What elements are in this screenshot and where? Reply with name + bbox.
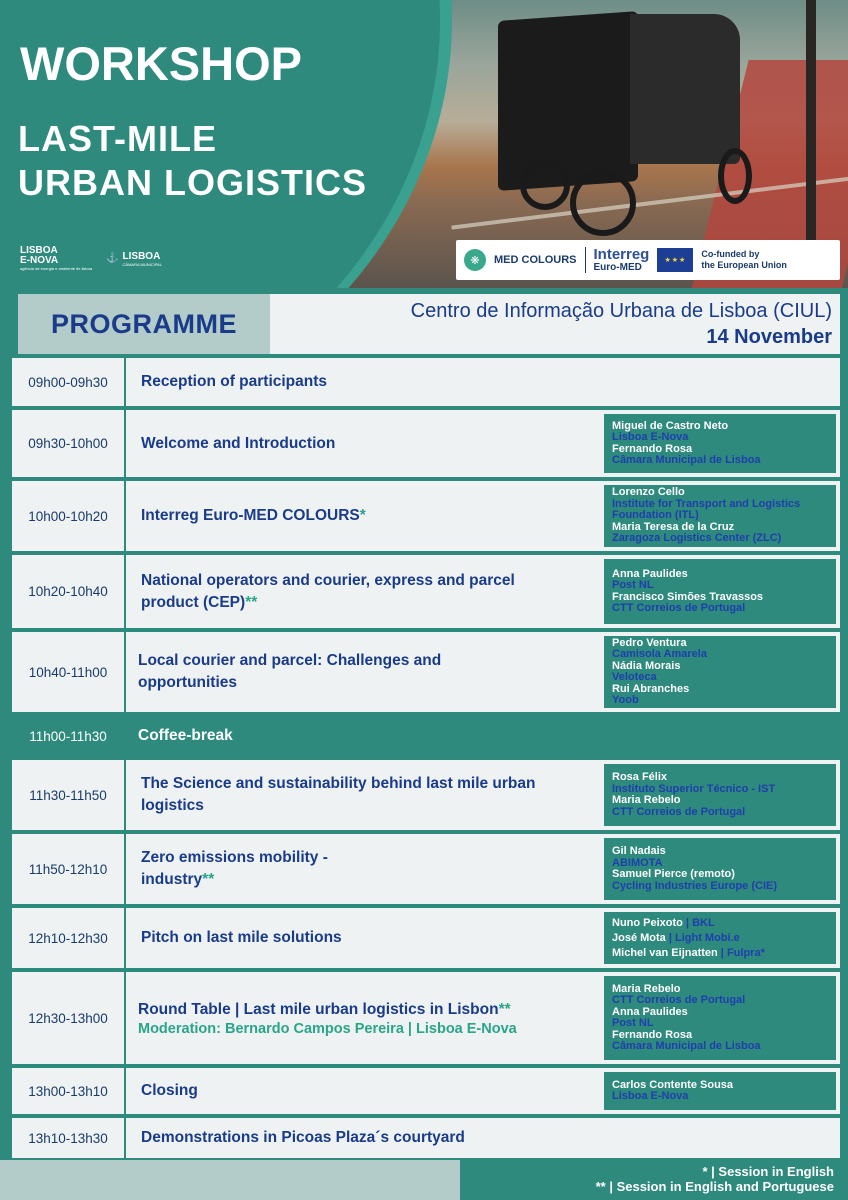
- session-row: [12, 760, 840, 830]
- speaker-list: [604, 414, 836, 473]
- session-time: 11h50-12h10: [12, 834, 124, 904]
- session-time: 12h30-13h00: [12, 972, 124, 1064]
- partner-logo-bar: [456, 240, 840, 280]
- session-title: Pitch on last mile solutions: [141, 929, 342, 946]
- session-content: [126, 481, 840, 551]
- session-title: Demonstrations in Picoas Plaza´s courtyard: [141, 1129, 465, 1146]
- session-content: [126, 716, 840, 756]
- session-content: [126, 1068, 840, 1114]
- speaker-list: [604, 636, 836, 708]
- session-content: [126, 555, 840, 628]
- lisboa-cm-logo: ⚓ LISBOA CÂMARA MUNICIPAL: [106, 250, 163, 267]
- session-row: [12, 555, 840, 628]
- session-row: [12, 1068, 840, 1114]
- session-title: Closing: [141, 1082, 198, 1099]
- speaker-name: Fernando Rosa: [612, 1028, 693, 1041]
- speaker-list: [604, 912, 836, 964]
- speaker-org: Zaragoza Logistics Center (ZLC): [612, 532, 782, 545]
- session-time: 11h00-11h30: [29, 728, 107, 744]
- speaker-org: Instituto Superior Técnico - IST: [612, 782, 776, 795]
- med-colours-icon: ❋: [464, 249, 486, 271]
- speaker-org: Institute for Transport and Logistics Foundation (ITL): [612, 497, 801, 522]
- speaker-name: Miguel de Castro Neto: [612, 419, 729, 432]
- session-time: 09h00-09h30: [12, 358, 124, 406]
- speaker-list: [604, 976, 836, 1060]
- footer-band: [0, 1160, 460, 1200]
- session-row: [12, 358, 840, 406]
- session-time: 09h30-10h00: [12, 410, 124, 477]
- session-title: National operators and courier, express and parcel product (CEP)**: [141, 571, 515, 611]
- session-time: 13h00-13h10: [12, 1068, 124, 1114]
- speaker-org: Lisboa E-Nova: [612, 431, 689, 443]
- ship-icon: ⚓: [106, 253, 119, 264]
- session-title: Interreg Euro-MED COLOURS*: [141, 507, 366, 524]
- session-title: Local courier and parcel: Challenges and opportunities: [138, 652, 442, 691]
- session-time: 12h10-12h30: [12, 908, 124, 968]
- session-time: 11h30-11h50: [12, 760, 124, 830]
- speaker-list: [604, 559, 836, 624]
- session-time: 10h00-10h20: [12, 481, 124, 551]
- speaker-org: Post NL: [612, 1017, 654, 1029]
- session-row: [12, 410, 840, 477]
- session-content: [126, 760, 840, 830]
- speaker-list: [604, 1072, 836, 1110]
- speaker-name: Fernando Rosa: [612, 442, 693, 455]
- speaker-name: Anna Paulides: [612, 567, 688, 580]
- speaker-org: Camisola Amarela: [612, 648, 707, 660]
- speaker-org: Post NL: [612, 579, 654, 591]
- speaker-name: Carlos Contente Sousa: [612, 1078, 734, 1091]
- session-title: Round Table | Last mile urban logistics in Lisbon** Moderation: Bernardo Campos Pereira | Lisboa E-Nova: [138, 1001, 517, 1037]
- speaker-org: Veloteca: [612, 671, 657, 683]
- speaker-list: [604, 764, 836, 826]
- session-row: [12, 481, 840, 551]
- speaker-name: Maria Rebelo: [612, 982, 681, 995]
- session-title: Welcome and Introduction: [141, 434, 336, 452]
- speaker-org: Lisboa E-Nova: [612, 1090, 689, 1102]
- session-content: [126, 410, 840, 477]
- speaker-name: Nádia Morais: [612, 659, 681, 672]
- session-title: Zero emissions mobility - industry**: [141, 849, 328, 888]
- speaker-org: ABIMOTA: [612, 856, 663, 869]
- speaker-name: Pedro Ventura: [612, 636, 687, 649]
- speaker-org: Câmara Municipal de Lisboa: [612, 1040, 761, 1052]
- eu-flag-icon: ★★★: [657, 248, 693, 272]
- session-time: 10h40-11h00: [12, 632, 124, 712]
- session-row: [12, 908, 840, 968]
- event-date: 14 November: [706, 326, 832, 348]
- speaker-entry: Michel van Eijnatten | Fulpra*: [612, 946, 765, 959]
- speaker-org: Cycling Industries Europe (CIE): [612, 879, 778, 892]
- header-banner: [0, 0, 848, 288]
- session-row: [12, 1118, 840, 1158]
- speaker-org: CTT Correios de Portugal: [612, 805, 746, 818]
- session-content: [126, 908, 840, 968]
- speaker-org: Câmara Municipal de Lisboa: [612, 454, 761, 466]
- speaker-name: Anna Paulides: [612, 1005, 688, 1018]
- wheel-shape: [570, 170, 636, 236]
- speaker-org: CTT Correios de Portugal: [612, 994, 746, 1006]
- session-content: [126, 632, 840, 712]
- session-content: [126, 834, 840, 904]
- speaker-org: Yoob: [612, 694, 639, 706]
- legend-english: * | Session in English: [702, 1164, 834, 1179]
- session-row: [12, 834, 840, 904]
- workshop-title: WORKSHOP: [20, 37, 302, 90]
- venue-box: [270, 294, 840, 354]
- speaker-name: Gil Nadais: [612, 845, 666, 857]
- lisboa-enova-logo: LISBOA E-NOVA agência de energia e ambiente de lisboa: [20, 245, 93, 271]
- session-content: [126, 972, 840, 1064]
- med-colours-label: MED COLOURS: [494, 254, 577, 266]
- session-content: [126, 1118, 840, 1158]
- session-content: [126, 358, 840, 406]
- moderation-note: Moderation: Bernardo Campos Pereira | Lisboa E-Nova: [138, 1021, 517, 1037]
- session-row-break: [12, 716, 840, 756]
- speaker-name: Maria Teresa de la Cruz: [612, 520, 735, 533]
- session-row: [12, 632, 840, 712]
- speaker-name: Lorenzo Cello: [612, 486, 685, 499]
- speaker-name: Rui Abranches: [612, 682, 690, 695]
- speaker-entry: Nuno Peixoto | BKL: [612, 916, 715, 929]
- session-time: 10h20-10h40: [12, 555, 124, 628]
- speaker-list: [604, 485, 836, 547]
- eu-cofunded-label: Co-funded by the European Union: [701, 249, 787, 270]
- programme-label: PROGRAMME: [51, 308, 237, 339]
- session-title: The Science and sustainability behind last mile urban logistics: [141, 775, 536, 814]
- speaker-name: Francisco Simões Travassos: [612, 590, 764, 603]
- venue-name: Centro de Informação Urbana de Lisboa (CIUL): [410, 300, 832, 322]
- speaker-entry: José Mota | Light Mobi.e: [612, 931, 740, 944]
- session-title: Coffee-break: [138, 727, 233, 744]
- programme-label-box: [18, 294, 270, 354]
- speaker-name: Maria Rebelo: [612, 794, 681, 806]
- footer-legend: [460, 1160, 848, 1200]
- session-title: Reception of participants: [141, 373, 328, 390]
- interreg-logo: Interreg Euro-MED: [593, 245, 650, 273]
- cargo-box-shape: [498, 11, 638, 191]
- legend-bilingual: ** | Session in English and Portuguese: [595, 1179, 834, 1194]
- speaker-org: CTT Correios de Portugal: [612, 602, 746, 614]
- speaker-name: Samuel Pierce (remoto): [612, 868, 735, 880]
- street-pole: [806, 0, 816, 250]
- speaker-list: [604, 838, 836, 900]
- session-row: [12, 972, 840, 1064]
- organizer-logos: [20, 246, 162, 271]
- session-time: 13h10-13h30: [12, 1118, 124, 1158]
- speaker-name: Rosa Félix: [612, 771, 668, 783]
- workshop-subtitle: LAST-MILE URBAN LOGISTICS: [18, 118, 368, 203]
